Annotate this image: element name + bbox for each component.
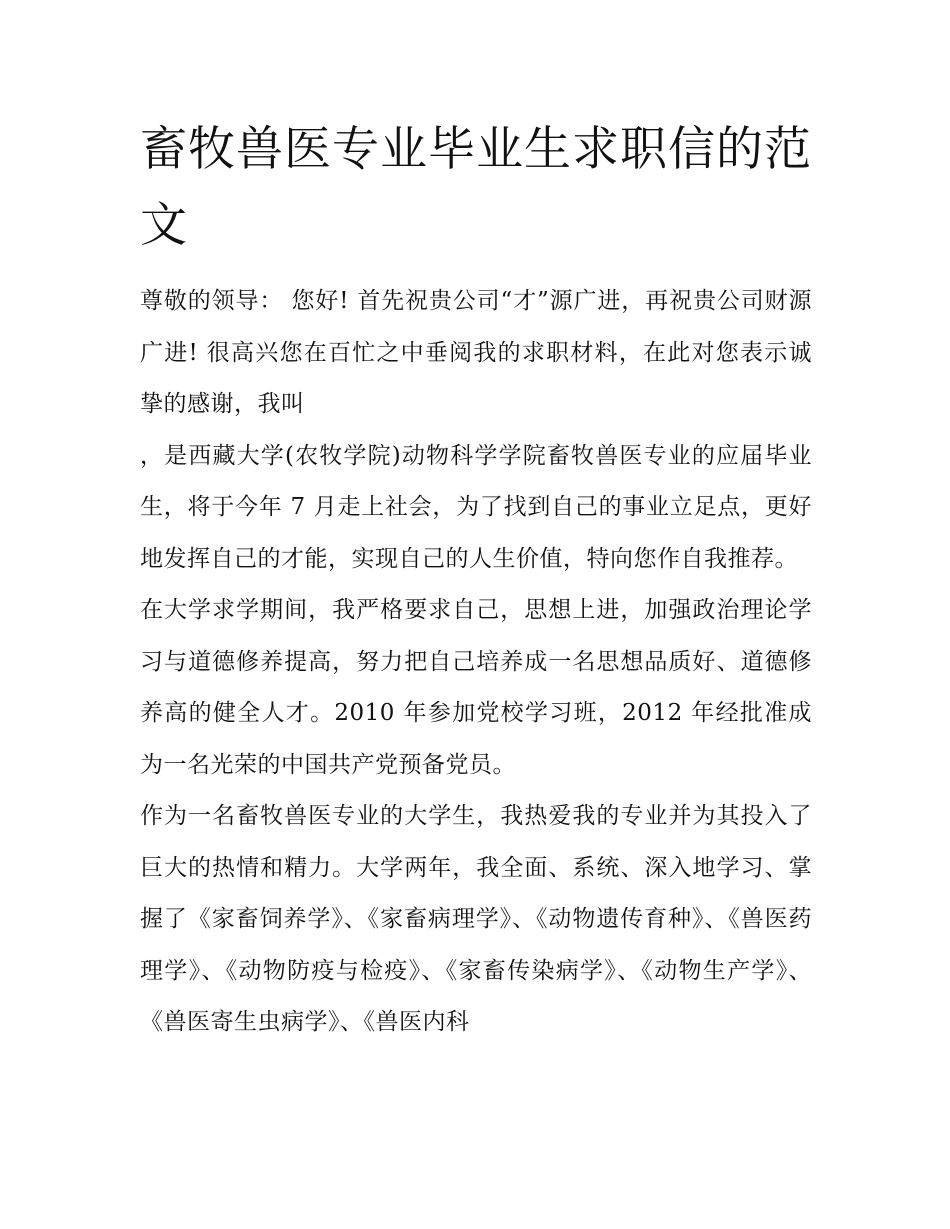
paragraph-greeting: 尊敬的领导： 您好! 首先祝贵公司“才”源广进，再祝贵公司财源广进! 很高兴您在百忙之中垂阅我的求职材料，在此对您表示诚挚的感谢，我叫 (140, 288, 812, 417)
paragraph-introduction: ，是西藏大学(农牧学院)动物科学学院畜牧兽医专业的应届毕业生，将于今年 7 月走上社会，为了找到自己的事业立足点，更好地发挥自己的才能，实现自己的人生价值，特向您作自我推荐。 (140, 442, 812, 572)
paragraph-political-study: 在大学求学期间，我严格要求自己，思想上进，加强政治理论学习与道德修养提高，努力把自己培养成一名思想品质好、道德修养高的健全人才。2010 年参加党校学习班，2012 年经批准成为一名光荣的中国共产党预备党员。 (140, 597, 812, 778)
document-title: 畜牧兽医专业毕业生求职信的范文 (140, 122, 812, 253)
paragraph-professional-study: 作为一名畜牧兽医专业的大学生，我热爱我的专业并为其投入了巨大的热情和精力。大学两年，我全面、系统、深入地学习、掌握了《家畜饲养学》、《家畜病理学》、《动物遗传育种》、《兽医药理学》、《动物防疫与检疫》、《家畜传染病学》、《动物生产学》、《兽医寄生虫病学》、《兽医内科 (140, 803, 812, 1035)
document-body (140, 276, 812, 1049)
